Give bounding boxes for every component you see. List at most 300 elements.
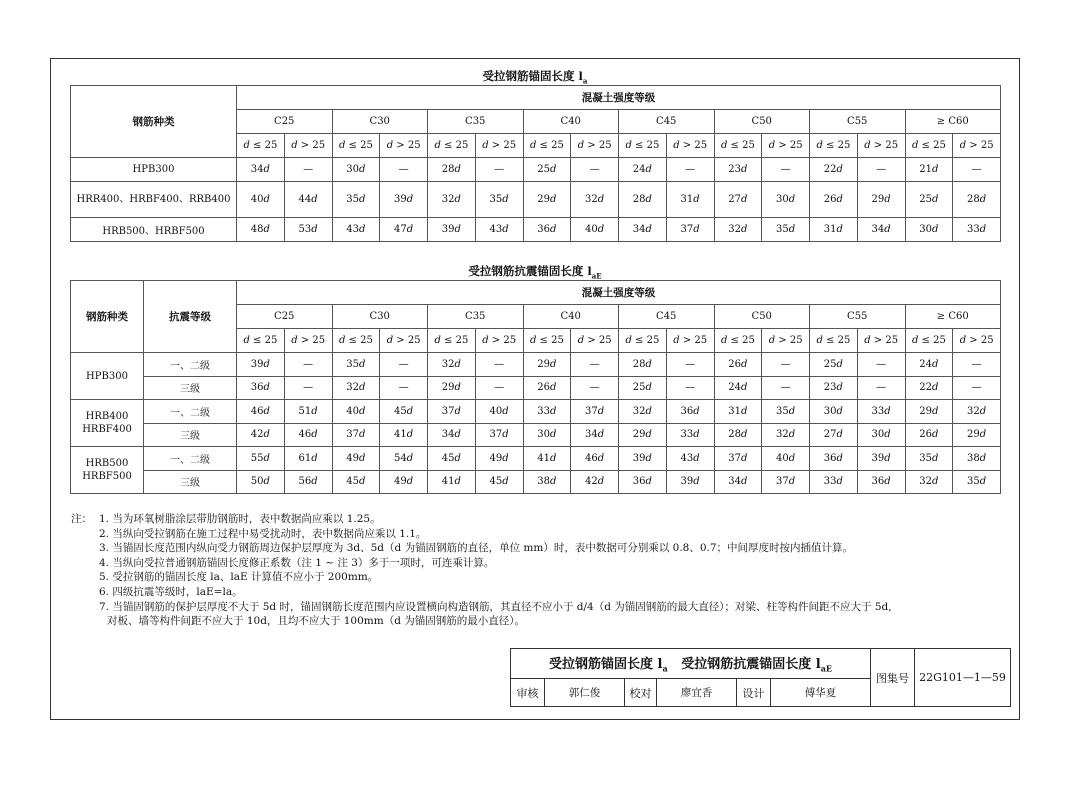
value-text: 35d (346, 358, 366, 370)
value-cell (332, 400, 380, 424)
value-text: 34d (585, 429, 605, 441)
value-text: 22d (823, 164, 843, 175)
value-cell (857, 447, 905, 471)
value-cell (857, 158, 905, 182)
value-text: 33d (967, 224, 987, 235)
value-text: — (398, 358, 409, 370)
note-text: 受拉钢筋的锚固长度 la、laE 计算值不应小于 200mm。 (112, 571, 379, 584)
note-number: 6. (99, 585, 110, 598)
value-cell (237, 182, 285, 218)
value-text: 28d (967, 194, 987, 205)
value-cell (571, 353, 619, 377)
cond-gt-header: d > 25 (762, 134, 810, 158)
value-text: 40d (585, 224, 605, 235)
value-cell (857, 400, 905, 424)
note-item (71, 512, 892, 527)
value-text: 49d (394, 476, 414, 488)
table-row (71, 400, 1001, 424)
value-cell (714, 158, 762, 182)
rebar-type-cell: HRB400 HRBF400 (71, 400, 144, 447)
grade-header: C45 (619, 110, 715, 134)
cond-gt-header: d > 25 (857, 329, 905, 353)
value-cell (905, 447, 953, 471)
value-cell (762, 447, 810, 471)
value-text: 43d (489, 224, 509, 235)
value-text: 29d (632, 429, 652, 441)
value-text: 33d (680, 429, 700, 441)
value-text: 39d (250, 358, 270, 370)
value-text: 35d (776, 405, 796, 417)
atlas-label: 图集号 (871, 649, 915, 707)
value-text: 34d (871, 224, 891, 235)
value-text: 36d (823, 452, 843, 464)
cond-le-header: d ≤ 25 (428, 329, 476, 353)
cond-gt-header: d > 25 (380, 134, 428, 158)
value-text: 29d (919, 405, 939, 417)
value-cell (237, 376, 285, 400)
seismic-level-cell: 三级 (144, 376, 237, 400)
value-text: 46d (298, 429, 318, 441)
value-text: 26d (728, 358, 748, 370)
note-item (71, 527, 892, 542)
value-cell (666, 158, 714, 182)
value-text: 33d (871, 405, 891, 417)
value-cell (284, 158, 332, 182)
cond-le-header: d ≤ 25 (619, 134, 667, 158)
value-cell (953, 158, 1001, 182)
value-cell (380, 353, 428, 377)
value-cell (284, 447, 332, 471)
value-text: — (398, 164, 409, 175)
value-text: — (971, 164, 982, 175)
cond-le-header: d ≤ 25 (905, 329, 953, 353)
value-text: 45d (489, 476, 509, 488)
value-cell (905, 182, 953, 218)
grade-header: C35 (428, 110, 524, 134)
value-text: 46d (250, 405, 270, 417)
header-concrete-grade: 混凝土强度等级 (237, 281, 1001, 305)
value-text: 37d (346, 429, 366, 441)
value-text: 50d (250, 476, 270, 488)
note-item (71, 600, 892, 615)
value-text: 40d (776, 452, 796, 464)
seismic-level-cell: 一、二级 (144, 400, 237, 424)
value-text: 34d (632, 224, 652, 235)
value-cell (428, 353, 476, 377)
value-cell (284, 376, 332, 400)
value-text: 34d (250, 164, 270, 175)
value-cell (475, 376, 523, 400)
drawing-title: 受拉钢筋锚固长度 $l_a$ 受拉钢筋抗震锚固长度 $l_{aE}$ (511, 649, 871, 679)
value-text: 43d (680, 452, 700, 464)
value-text: 38d (537, 476, 557, 488)
cond-le-header: d ≤ 25 (237, 329, 285, 353)
value-text: 30d (871, 429, 891, 441)
grade-header: C40 (523, 305, 619, 329)
value-cell (284, 400, 332, 424)
value-cell (953, 218, 1001, 242)
value-cell (905, 400, 953, 424)
value-text: 29d (967, 429, 987, 441)
value-text: 35d (346, 194, 366, 205)
value-cell (905, 470, 953, 494)
value-text: 49d (489, 452, 509, 464)
cond-le-header: d ≤ 25 (428, 134, 476, 158)
value-cell (237, 470, 285, 494)
value-text: 30d (537, 429, 557, 441)
value-text: 24d (632, 164, 652, 175)
cond-gt-header: d > 25 (475, 329, 523, 353)
value-text: 32d (346, 382, 366, 394)
value-text: — (971, 358, 982, 370)
cond-le-header: d ≤ 25 (332, 329, 380, 353)
cond-gt-header: d > 25 (666, 329, 714, 353)
cond-gt-header: d > 25 (571, 329, 619, 353)
value-text: 51d (298, 405, 318, 417)
cond-le-header: d ≤ 25 (905, 134, 953, 158)
atlas-number: 22G101—1—59 (915, 649, 1011, 707)
value-text: — (303, 382, 314, 394)
value-text: 45d (441, 452, 461, 464)
value-text: 40d (250, 194, 270, 205)
value-cell (475, 218, 523, 242)
value-cell (762, 423, 810, 447)
cond-gt-header: d > 25 (666, 134, 714, 158)
value-cell (332, 353, 380, 377)
value-text: 26d (823, 194, 843, 205)
note-number: 4. (99, 556, 110, 569)
grade-header: C35 (428, 305, 524, 329)
note-text: 当纵向受拉钢筋在施工过程中易受扰动时，表中数据尚应乘以 1.1。 (112, 527, 427, 540)
value-text: — (685, 358, 696, 370)
grade-header: C55 (810, 110, 906, 134)
value-text: 39d (632, 452, 652, 464)
value-text: 55d (250, 452, 270, 464)
value-cell (571, 400, 619, 424)
value-cell (857, 218, 905, 242)
rebar-type-cell: HRR400、HRBF400、RRB400 (71, 182, 237, 218)
value-cell (857, 182, 905, 218)
value-cell (523, 182, 571, 218)
value-cell (332, 158, 380, 182)
cond-gt-header: d > 25 (571, 134, 619, 158)
value-cell (619, 470, 667, 494)
value-text: 24d (728, 382, 748, 394)
seismic-anchorage-length-table (70, 280, 1001, 494)
value-text: 28d (632, 358, 652, 370)
note-number: 2. (99, 527, 110, 540)
value-cell (619, 218, 667, 242)
value-cell (571, 470, 619, 494)
value-cell (666, 353, 714, 377)
value-text: 48d (250, 224, 270, 235)
cond-gt-header: d > 25 (475, 134, 523, 158)
value-cell (380, 182, 428, 218)
value-text: 54d (394, 452, 414, 464)
value-cell (762, 353, 810, 377)
value-text: 31d (728, 405, 748, 417)
value-text: 32d (776, 429, 796, 441)
header-seismic-level: 抗震等级 (144, 281, 237, 353)
value-text: 42d (250, 429, 270, 441)
value-text: 30d (919, 224, 939, 235)
value-cell (619, 447, 667, 471)
title-block (510, 648, 1011, 707)
value-text: 32d (441, 358, 461, 370)
value-text: 41d (441, 476, 461, 488)
value-cell (905, 376, 953, 400)
table-row (71, 376, 1001, 400)
anchorage-length-table (70, 85, 1001, 242)
value-text: 37d (441, 405, 461, 417)
value-text: — (971, 382, 982, 394)
value-cell (857, 353, 905, 377)
note-number: 3. (99, 542, 110, 555)
value-text: 35d (967, 476, 987, 488)
value-cell (332, 218, 380, 242)
value-cell (857, 470, 905, 494)
value-cell (810, 423, 858, 447)
value-cell (810, 400, 858, 424)
value-cell (953, 400, 1001, 424)
value-cell (332, 447, 380, 471)
value-cell (810, 158, 858, 182)
value-text: — (589, 382, 600, 394)
value-cell (857, 376, 905, 400)
value-text: 25d (823, 358, 843, 370)
value-text: 44d (298, 194, 318, 205)
value-cell (714, 447, 762, 471)
value-cell (762, 218, 810, 242)
value-cell (380, 423, 428, 447)
value-cell (857, 423, 905, 447)
value-text: 41d (537, 452, 557, 464)
designer-signature: 傅华夏 (771, 679, 871, 707)
value-text: 34d (728, 476, 748, 488)
value-text: — (398, 382, 409, 394)
value-cell (380, 400, 428, 424)
value-text: 34d (441, 429, 461, 441)
value-cell (332, 376, 380, 400)
value-text: 37d (728, 452, 748, 464)
value-text: 27d (728, 194, 748, 205)
value-cell (332, 470, 380, 494)
value-cell (905, 423, 953, 447)
value-text: 37d (585, 405, 605, 417)
value-text: — (780, 358, 791, 370)
value-text: 25d (632, 382, 652, 394)
value-text: 37d (776, 476, 796, 488)
table-row (71, 158, 1001, 182)
value-text: 23d (728, 164, 748, 175)
value-cell (714, 470, 762, 494)
value-cell (428, 376, 476, 400)
value-text: — (876, 164, 887, 175)
value-cell (380, 218, 428, 242)
grade-header: C25 (237, 110, 333, 134)
value-text: 41d (394, 429, 414, 441)
value-cell (905, 158, 953, 182)
value-text: 35d (919, 452, 939, 464)
value-cell (428, 182, 476, 218)
value-text: 32d (967, 405, 987, 417)
header-concrete-grade: 混凝土强度等级 (237, 86, 1001, 110)
table-row (71, 423, 1001, 447)
value-text: 39d (441, 224, 461, 235)
value-cell (380, 447, 428, 471)
value-cell (666, 470, 714, 494)
value-cell (237, 353, 285, 377)
value-text: 32d (585, 194, 605, 205)
rebar-type-cell: HRB500、HRBF500 (71, 218, 237, 242)
design-label: 设计 (737, 679, 771, 707)
value-cell (810, 218, 858, 242)
seismic-level-cell: 三级 (144, 470, 237, 494)
value-cell (762, 376, 810, 400)
value-text: 30d (776, 194, 796, 205)
table-row (71, 182, 1001, 218)
value-cell (428, 158, 476, 182)
value-cell (284, 182, 332, 218)
value-cell (523, 353, 571, 377)
value-cell (523, 470, 571, 494)
note-item (71, 585, 892, 600)
value-text: 37d (680, 224, 700, 235)
value-cell (523, 158, 571, 182)
value-text: 61d (298, 452, 318, 464)
value-cell (332, 423, 380, 447)
value-cell (475, 470, 523, 494)
value-cell (428, 218, 476, 242)
value-cell (714, 353, 762, 377)
value-cell (905, 218, 953, 242)
value-cell (810, 376, 858, 400)
cond-le-header: d ≤ 25 (237, 134, 285, 158)
value-text: — (876, 358, 887, 370)
note-item (71, 541, 892, 556)
value-cell (571, 447, 619, 471)
value-text: 31d (680, 194, 700, 205)
value-text: 35d (776, 224, 796, 235)
table-row (71, 353, 1001, 377)
rebar-type-cell: HPB300 (71, 158, 237, 182)
value-cell (380, 158, 428, 182)
value-cell (714, 182, 762, 218)
value-text: 25d (537, 164, 557, 175)
note-text: 四级抗震等级时，laE=la。 (112, 585, 243, 598)
value-text: 32d (919, 476, 939, 488)
value-cell (714, 376, 762, 400)
value-cell (619, 423, 667, 447)
cond-le-header: d ≤ 25 (810, 329, 858, 353)
cond-le-header: d ≤ 25 (332, 134, 380, 158)
value-cell (666, 447, 714, 471)
note-text: 当为环氧树脂涂层带肋钢筋时，表中数据尚应乘以 1.25。 (112, 513, 381, 525)
cond-gt-header: d > 25 (284, 134, 332, 158)
value-text: 39d (394, 194, 414, 205)
checker-signature: 廖宜香 (657, 679, 737, 707)
grade-header: C30 (332, 110, 428, 134)
value-cell (571, 158, 619, 182)
value-cell (284, 353, 332, 377)
value-text: — (494, 382, 505, 394)
value-text: 43d (346, 224, 366, 235)
cond-gt-header: d > 25 (953, 329, 1001, 353)
note-prefix: 注： (71, 513, 92, 525)
value-text: 30d (823, 405, 843, 417)
value-text: 53d (298, 224, 318, 235)
cond-le-header: d ≤ 25 (619, 329, 667, 353)
value-text: 39d (680, 476, 700, 488)
table2-title: 受拉钢筋抗震锚固长度 $l_{aE}$ (468, 264, 602, 281)
value-text: 45d (394, 405, 414, 417)
table1-title: 受拉钢筋锚固长度 $l_a$ (482, 69, 588, 86)
cond-gt-header: d > 25 (284, 329, 332, 353)
value-text: 40d (346, 405, 366, 417)
value-cell (953, 447, 1001, 471)
value-text: 28d (728, 429, 748, 441)
value-cell (428, 447, 476, 471)
value-text: 24d (919, 358, 939, 370)
value-cell (475, 353, 523, 377)
note-text: 当锚固长度范围内纵向受力钢筋周边保护层厚度为 3d、5d（d 为锚固钢筋的直径，单位 mm）时，表中数据可分别乘以 0.8、0.7；中间厚度时按内插值计算。 (112, 542, 854, 555)
value-cell (475, 182, 523, 218)
rebar-type-cell: HRB500 HRBF500 (71, 447, 144, 494)
value-cell (237, 218, 285, 242)
note-item (71, 556, 892, 571)
value-cell (523, 400, 571, 424)
cond-gt-header: d > 25 (953, 134, 1001, 158)
value-cell (475, 158, 523, 182)
value-text: 36d (680, 405, 700, 417)
rebar-type-cell: HPB300 (71, 353, 144, 400)
value-text: 32d (632, 405, 652, 417)
value-cell (810, 470, 858, 494)
value-cell (571, 182, 619, 218)
value-text: 40d (489, 405, 509, 417)
value-cell (953, 423, 1001, 447)
note-item-continuation: 对板、墙等构件间距不应大于 10d，且均不应大于 100mm（d 为锚固钢筋的最小直径）。 (107, 615, 526, 628)
value-text: 36d (537, 224, 557, 235)
value-text: 38d (967, 452, 987, 464)
value-cell (953, 182, 1001, 218)
value-cell (619, 376, 667, 400)
value-cell (810, 353, 858, 377)
value-text: 29d (441, 382, 461, 394)
value-cell (523, 218, 571, 242)
table-row (71, 447, 1001, 471)
value-cell (571, 423, 619, 447)
value-cell (571, 376, 619, 400)
value-cell (428, 423, 476, 447)
value-text: — (303, 164, 314, 175)
value-text: — (876, 382, 887, 394)
value-text: 30d (346, 164, 366, 175)
note-number: 1. (99, 513, 110, 525)
value-cell (619, 182, 667, 218)
value-text: 36d (632, 476, 652, 488)
value-text: 32d (441, 194, 461, 205)
value-text: 42d (585, 476, 605, 488)
value-cell (953, 353, 1001, 377)
reviewer-signature: 郭仁俊 (545, 679, 625, 707)
value-cell (762, 158, 810, 182)
value-cell (380, 470, 428, 494)
note-item (71, 570, 892, 585)
value-cell (619, 400, 667, 424)
note-text: 当锚固钢筋的保护层厚度不大于 5d 时，锚固钢筋长度范围内应设置横向构造钢筋，其直径不应小于 d/4（d 为锚固钢筋的最大直径）；对梁、柱等构件间距不应大于 5d, (112, 600, 892, 613)
value-text: 23d (823, 382, 843, 394)
